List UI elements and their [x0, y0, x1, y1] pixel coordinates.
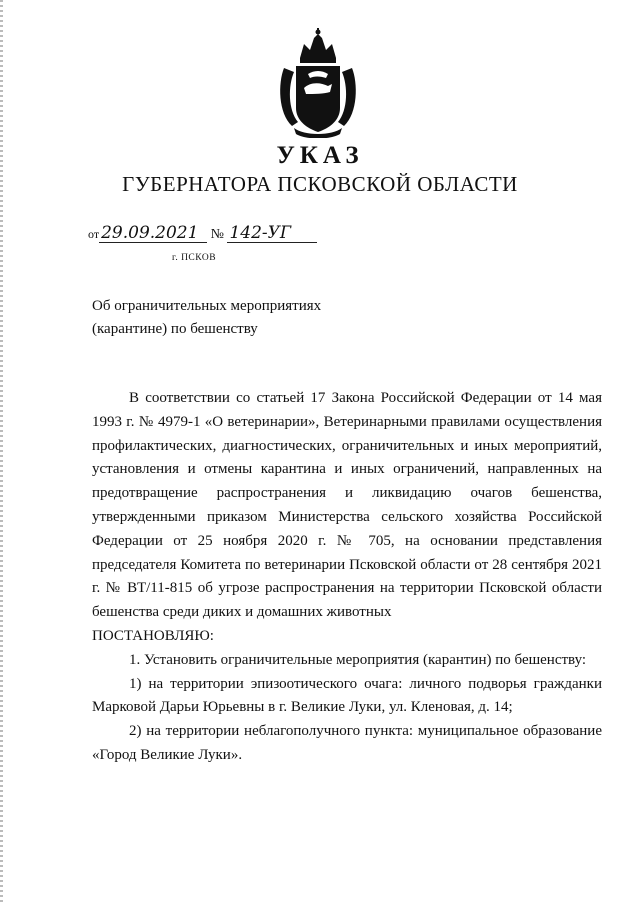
document-subject — [92, 295, 412, 341]
document-body — [92, 387, 602, 768]
subject-line-1: Об ограничительных мероприятиях — [92, 298, 322, 314]
decree-word: ПОСТАНОВЛЯЮ: — [92, 627, 214, 644]
subject-line-2: (карантине) по бешенству — [92, 321, 258, 337]
document-title: УКАЗ — [276, 142, 364, 169]
preamble-paragraph: В соответствии со статьей 17 Закона Российской Федерации от 14 мая 1993 г. № 4979-1 «О ветеринарии», Ветеринарными правилами осуществления профилактических, диагностических, ограничительных и иных мероприятий, установления и отмены карантина и иных ограничений, направленных на предотвращение распространения и ликвидацию очагов бешенства, утвержденными приказом Министерства сельского хозяйства Российской Федерации от 25 ноября 2020 г. № 705, на основании представления председателя Комитета по ветеринарии Псковской области от 28 сентября 2021 г. № ВТ/11-815 об угрозе распространения на территории Псковской области бешенства среди диких и домашних животных — [92, 390, 602, 621]
document-date: 29.09.2021 — [99, 224, 207, 243]
document-number: 142-УГ — [227, 224, 317, 243]
item-1-2: 2) на территории неблагополучного пункта: муниципальное образование «Город Великие Луки». — [92, 723, 602, 763]
date-prefix: от — [88, 227, 100, 241]
item-1-1: 1) на территории эпизоотического очага: личного подворья гражданки Марковой Дарьи Юрьевны в г. Великие Луки, ул. Кленовая, д. 14; — [92, 675, 602, 716]
document-subtitle: ГУБЕРНАТОРА ПСКОВСКОЙ ОБЛАСТИ — [122, 172, 518, 196]
scan-edge — [0, 0, 3, 905]
coat-of-arms-emblem — [274, 28, 362, 138]
number-prefix: № — [210, 227, 224, 242]
issue-city: г. ПСКОВ — [172, 253, 217, 263]
registration-line — [88, 224, 317, 243]
item-1: 1. Установить ограничительные мероприятия (карантин) по бешенству: — [129, 651, 587, 668]
